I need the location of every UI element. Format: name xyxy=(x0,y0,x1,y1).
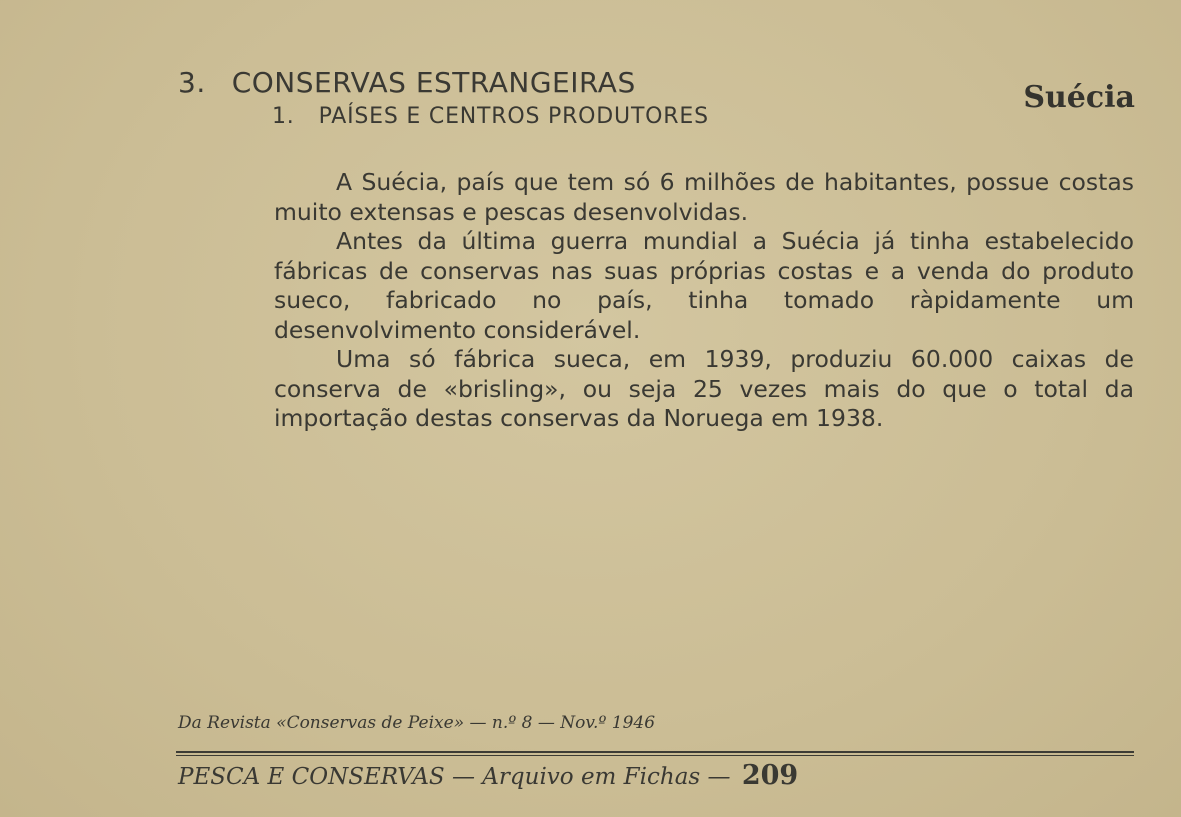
subsection-title: PAÍSES E CENTROS PRODUTORES xyxy=(318,104,709,129)
subsection-heading xyxy=(272,104,709,129)
section-number: 3. xyxy=(178,66,206,99)
section-title: CONSERVAS ESTRANGEIRAS xyxy=(231,66,636,99)
paragraph-2: Antes da última guerra mundial a Suécia já tinha estabelecido fábricas de conservas nas suas próprias costas e a venda do produto sueco, fabricado no país, tinha tomado ràpidamente um desenvolvimento considerável. xyxy=(274,227,1134,344)
footer-divider-thin xyxy=(176,755,1134,756)
subsection-number: 1. xyxy=(272,104,295,129)
page-number: 209 xyxy=(741,760,799,791)
footer-text: PESCA E CONSERVAS — Arquivo em Fichas — xyxy=(178,764,731,790)
country-label: Suécia xyxy=(1023,80,1135,115)
footer-line xyxy=(178,760,798,791)
paragraph-3: Uma só fábrica sueca, em 1939, produziu 60.000 caixas de conserva de «brisling», ou seja 25 vezes mais do que o total da importação destas conservas da Noruega em 1938. xyxy=(274,345,1134,432)
section-heading xyxy=(178,66,636,99)
source-citation: Da Revista «Conservas de Peixe» — n.º 8 — Nov.º 1946 xyxy=(178,713,656,733)
paragraph-1: A Suécia, país que tem só 6 milhões de habitantes, possue costas muito extensas e pescas desenvolvidas. xyxy=(274,168,1134,226)
footer-divider-thick xyxy=(176,751,1134,753)
article-body xyxy=(274,168,1134,434)
